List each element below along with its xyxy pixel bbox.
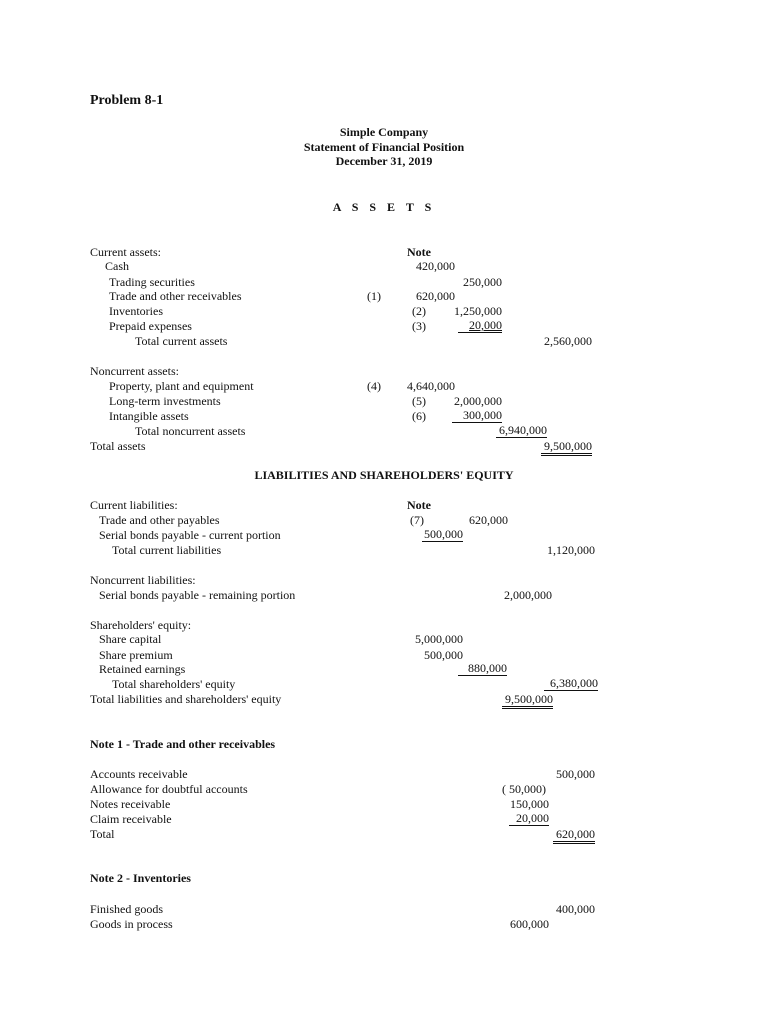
lti-value: 2,000,000 xyxy=(454,394,502,408)
total-current-assets-label: Total current assets xyxy=(135,334,228,348)
bonds-current-value: 500,000 xyxy=(424,527,463,541)
liabilities-heading: LIABILITIES AND SHAREHOLDERS' EQUITY xyxy=(254,468,514,482)
noncurrent-assets-label: Noncurrent assets: xyxy=(90,364,179,378)
company-name: Simple Company xyxy=(339,125,429,139)
share-premium-label: Share premium xyxy=(99,648,173,662)
intangible-label: Intangible assets xyxy=(109,409,189,423)
total-current-liabilities-value: 1,120,000 xyxy=(547,543,595,557)
retained-earnings-label: Retained earnings xyxy=(99,662,186,676)
current-assets-label: Current assets: xyxy=(90,245,161,259)
ppe-label: Property, plant and equipment xyxy=(109,379,254,393)
trading-securities-label: Trading securities xyxy=(109,275,195,289)
total-noncurrent-assets-value: 6,940,000 xyxy=(496,424,547,438)
note2-heading: Note 2 - Inventories xyxy=(90,871,191,885)
current-liabilities-label: Current liabilities: xyxy=(90,498,178,512)
statement-title: Statement of Financial Position xyxy=(303,140,465,154)
total-equity-value: 6,380,000 xyxy=(544,677,598,691)
total-noncurrent-assets-label: Total noncurrent assets xyxy=(135,424,246,438)
share-capital-label: Share capital xyxy=(99,632,162,646)
accounts-receivable-label: Accounts receivable xyxy=(90,767,188,781)
note1-total-label: Total xyxy=(90,827,115,841)
trade-payables-value: 620,000 xyxy=(469,513,508,527)
trade-receivables-note: (1) xyxy=(367,289,381,303)
bonds-current-label: Serial bonds payable - current portion xyxy=(99,528,281,542)
prepaid-value: 20,000 xyxy=(458,319,502,333)
inventories-note: (2) xyxy=(412,304,426,318)
goods-in-process-value: 600,000 xyxy=(510,917,549,931)
lti-note: (5) xyxy=(412,394,426,408)
note1-heading: Note 1 - Trade and other receivables xyxy=(90,737,276,751)
note-column-header: Note xyxy=(407,245,431,259)
share-premium-value: 500,000 xyxy=(424,648,463,662)
claim-receivable-label: Claim receivable xyxy=(90,812,172,826)
trade-receivables-label: Trade and other receivables xyxy=(109,289,242,303)
lti-label: Long-term investments xyxy=(109,394,221,408)
allowance-label: Allowance for doubtful accounts xyxy=(90,782,248,796)
finished-goods-value: 400,000 xyxy=(556,902,595,916)
notes-receivable-value: 150,000 xyxy=(510,797,549,811)
retained-earnings-value: 880,000 xyxy=(458,662,507,676)
note1-total-value: 620,000 xyxy=(553,828,595,844)
total-liabilities-equity-label: Total liabilities and shareholders' equity xyxy=(90,692,282,706)
problem-title: Problem 8-1 xyxy=(90,93,164,108)
statement-date: December 31, 2019 xyxy=(335,154,433,168)
goods-in-process-label: Goods in process xyxy=(90,917,173,931)
prepaid-label: Prepaid expenses xyxy=(109,319,192,333)
trade-payables-note: (7) xyxy=(410,513,424,527)
intangible-value: 300,000 xyxy=(452,409,502,423)
finished-goods-label: Finished goods xyxy=(90,902,164,916)
trade-receivables-value: 620,000 xyxy=(416,289,455,303)
cash-value: 420,000 xyxy=(416,259,455,273)
inventories-label: Inventories xyxy=(109,304,163,318)
prepaid-note: (3) xyxy=(412,319,426,333)
ppe-note: (4) xyxy=(367,379,381,393)
assets-heading: A S S E T S xyxy=(332,200,436,214)
total-liabilities-equity-value: 9,500,000 xyxy=(502,693,553,709)
noncurrent-liabilities-label: Noncurrent liabilities: xyxy=(90,573,196,587)
ppe-value: 4,640,000 xyxy=(407,379,455,393)
liabilities-note-header: Note xyxy=(407,498,431,512)
total-current-liabilities-label: Total current liabilities xyxy=(112,543,222,557)
claim-receivable-value: 20,000 xyxy=(509,812,549,826)
inventories-value: 1,250,000 xyxy=(454,304,502,318)
total-assets-label: Total assets xyxy=(90,439,146,453)
trade-payables-label: Trade and other payables xyxy=(99,513,220,527)
equity-label: Shareholders' equity: xyxy=(90,618,192,632)
bonds-remaining-label: Serial bonds payable - remaining portion xyxy=(99,588,296,602)
total-current-assets-value: 2,560,000 xyxy=(544,334,592,348)
bonds-remaining-value: 2,000,000 xyxy=(504,588,552,602)
trading-securities-value: 250,000 xyxy=(463,275,502,289)
accounts-receivable-value: 500,000 xyxy=(556,767,595,781)
total-equity-label: Total shareholders' equity xyxy=(112,677,236,691)
share-capital-value: 5,000,000 xyxy=(415,632,463,646)
allowance-value: ( 50,000) xyxy=(502,782,546,796)
intangible-note: (6) xyxy=(412,409,426,423)
cash-label: Cash xyxy=(105,259,129,273)
total-assets-value: 9,500,000 xyxy=(541,440,592,456)
notes-receivable-label: Notes receivable xyxy=(90,797,171,811)
